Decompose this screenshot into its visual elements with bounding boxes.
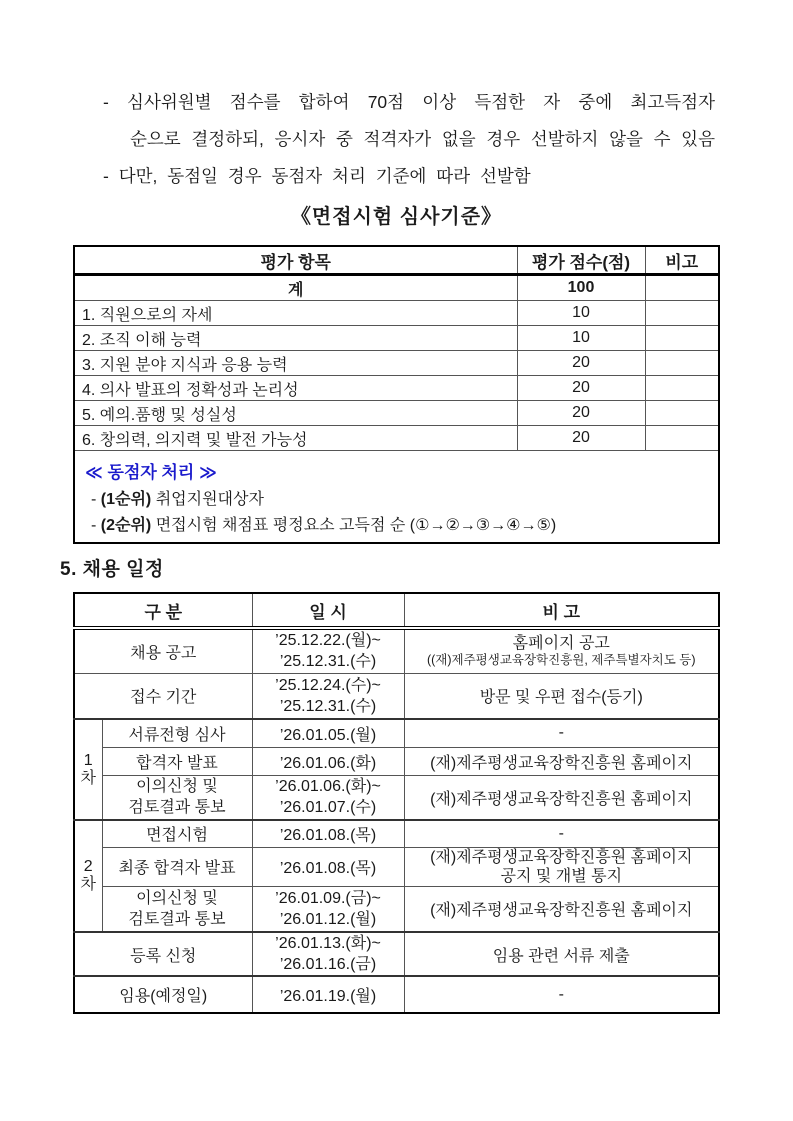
category-cell: 등록 신청 [74,932,252,976]
tiebreak-rank: (1순위) [100,491,152,508]
date-cell: ’26.01.05.(월) [252,719,404,747]
date-cell: ’26.01.08.(목) [252,847,404,886]
criteria-total-note [645,275,719,301]
schedule-row-final-pass [74,847,719,886]
intro-paragraph [103,84,715,195]
criteria-score: 20 [517,351,645,376]
criteria-score: 20 [517,426,645,451]
note-cell: 홈페이지 공고 ((재)제주평생교육장학진흥원, 제주특별자치도 등) [404,628,719,673]
criteria-score: 10 [517,326,645,351]
criteria-score: 20 [517,376,645,401]
criteria-row-3 [74,351,719,376]
tiebreak-dash: - [91,491,97,508]
note-cell: (재)제주평생교육장학진흥원 홈페이지 [404,886,719,932]
note-cell: (재)제주평생교육장학진흥원 홈페이지 [404,775,719,820]
category-cell: 면접시험 [102,820,252,847]
date-cell: ’26.01.09.(금)~ ’26.01.12.(월) [252,886,404,932]
schedule-row-document-screening [74,719,719,747]
intro-bullet-1-line-1: - 심사위원별 점수를 합하여 70점 이상 득점한 자 중에 최고득점자 [103,92,715,112]
criteria-note [645,351,719,376]
schedule-row-application-period [74,673,719,719]
tiebreak-item-1 [85,487,708,513]
tiebreak-dash: - [91,517,97,534]
date-cell: ’25.12.24.(수)~ ’25.12.31.(수) [252,673,404,719]
criteria-item: 5. 예의.품행 및 성실성 [74,401,517,426]
date-cell: ’26.01.08.(목) [252,820,404,847]
tiebreak-text: 면접시험 채점표 평정요소 고득점 순 (①→②→③→④→⑤) [155,517,557,534]
schedule-header-date: 일 시 [252,593,404,628]
category-cell: 서류전형 심사 [102,719,252,747]
criteria-item: 3. 지원 분야 지식과 응용 능력 [74,351,517,376]
criteria-row-2 [74,326,719,351]
criteria-total-label: 계 [74,275,517,301]
schedule-header-note: 비 고 [404,593,719,628]
note-cell: - [404,719,719,747]
schedule-header-row [74,593,719,628]
criteria-note [645,326,719,351]
criteria-note [645,376,719,401]
date-cell: ’26.01.13.(화)~ ’26.01.16.(금) [252,932,404,976]
criteria-item: 2. 조직 이해 능력 [74,326,517,351]
criteria-row-6 [74,426,719,451]
criteria-header-item: 평가 항목 [74,246,517,275]
criteria-score: 20 [517,401,645,426]
criteria-row-5 [74,401,719,426]
note-cell: 방문 및 우편 접수(등기) [404,673,719,719]
criteria-header-note: 비고 [645,246,719,275]
schedule-row-objection-1 [74,775,719,820]
date-cell: ’26.01.06.(화) [252,747,404,775]
criteria-total-row [74,275,719,301]
tiebreak-item-2 [85,513,708,539]
note-cell: (재)제주평생교육장학진흥원 홈페이지 [404,747,719,775]
criteria-table [73,245,720,544]
category-cell: 합격자 발표 [102,747,252,775]
criteria-score: 10 [517,301,645,326]
category-cell: 접수 기간 [74,673,252,719]
note-cell: - [404,820,719,847]
round-2-label: 2 차 [74,820,102,932]
schedule-row-announcement [74,628,719,673]
schedule-row-objection-2 [74,886,719,932]
schedule-row-appointment [74,976,719,1013]
criteria-item: 1. 직원으로의 자세 [74,301,517,326]
intro-bullet-1-line-2: 순으로 결정하되, 응시자 중 적격자가 없을 경우 선발하지 않을 수 있음 [130,129,715,149]
criteria-note [645,426,719,451]
tiebreak-title: ≪ 동점자 처리 ≫ [85,463,217,482]
date-cell: ’26.01.06.(화)~ ’26.01.07.(수) [252,775,404,820]
criteria-tiebreak-row [74,451,719,544]
schedule-row-pass-announcement-1 [74,747,719,775]
round-1-label: 1 차 [74,719,102,820]
criteria-header-score: 평가 점수(점) [517,246,645,275]
category-cell: 최종 합격자 발표 [102,847,252,886]
criteria-note [645,401,719,426]
criteria-note [645,301,719,326]
schedule-section-title: 5. 채용 일정 [60,559,164,580]
schedule-row-registration [74,932,719,976]
note-cell: 임용 관련 서류 제출 [404,932,719,976]
category-cell: 이의신청 및 검토결과 통보 [102,775,252,820]
criteria-total-score: 100 [517,275,645,301]
category-cell: 이의신청 및 검토결과 통보 [102,886,252,932]
note-cell: - [404,976,719,1013]
category-cell: 임용(예정일) [74,976,252,1013]
schedule-table [73,592,720,1014]
criteria-header-row [74,246,719,275]
note-cell: (재)제주평생교육장학진흥원 홈페이지 공지 및 개별 통지 [404,847,719,886]
tiebreak-rank: (2순위) [100,517,152,534]
category-cell: 채용 공고 [74,628,252,673]
intro-bullet-2: - 다만, 동점일 경우 동점자 처리 기준에 따라 선발함 [103,166,531,186]
criteria-row-4 [74,376,719,401]
schedule-header-category: 구 분 [74,593,252,628]
criteria-row-1 [74,301,719,326]
tiebreak-cell [74,451,719,544]
tiebreak-text: 취업지원대상자 [155,491,264,508]
date-cell: ’26.01.19.(월) [252,976,404,1013]
criteria-item: 6. 창의력, 의지력 및 발전 가능성 [74,426,517,451]
schedule-row-interview [74,820,719,847]
date-cell: ’25.12.22.(월)~ ’25.12.31.(수) [252,628,404,673]
criteria-item: 4. 의사 발표의 정확성과 논리성 [74,376,517,401]
criteria-table-title: 《면접시험 심사기준》 [290,206,503,228]
